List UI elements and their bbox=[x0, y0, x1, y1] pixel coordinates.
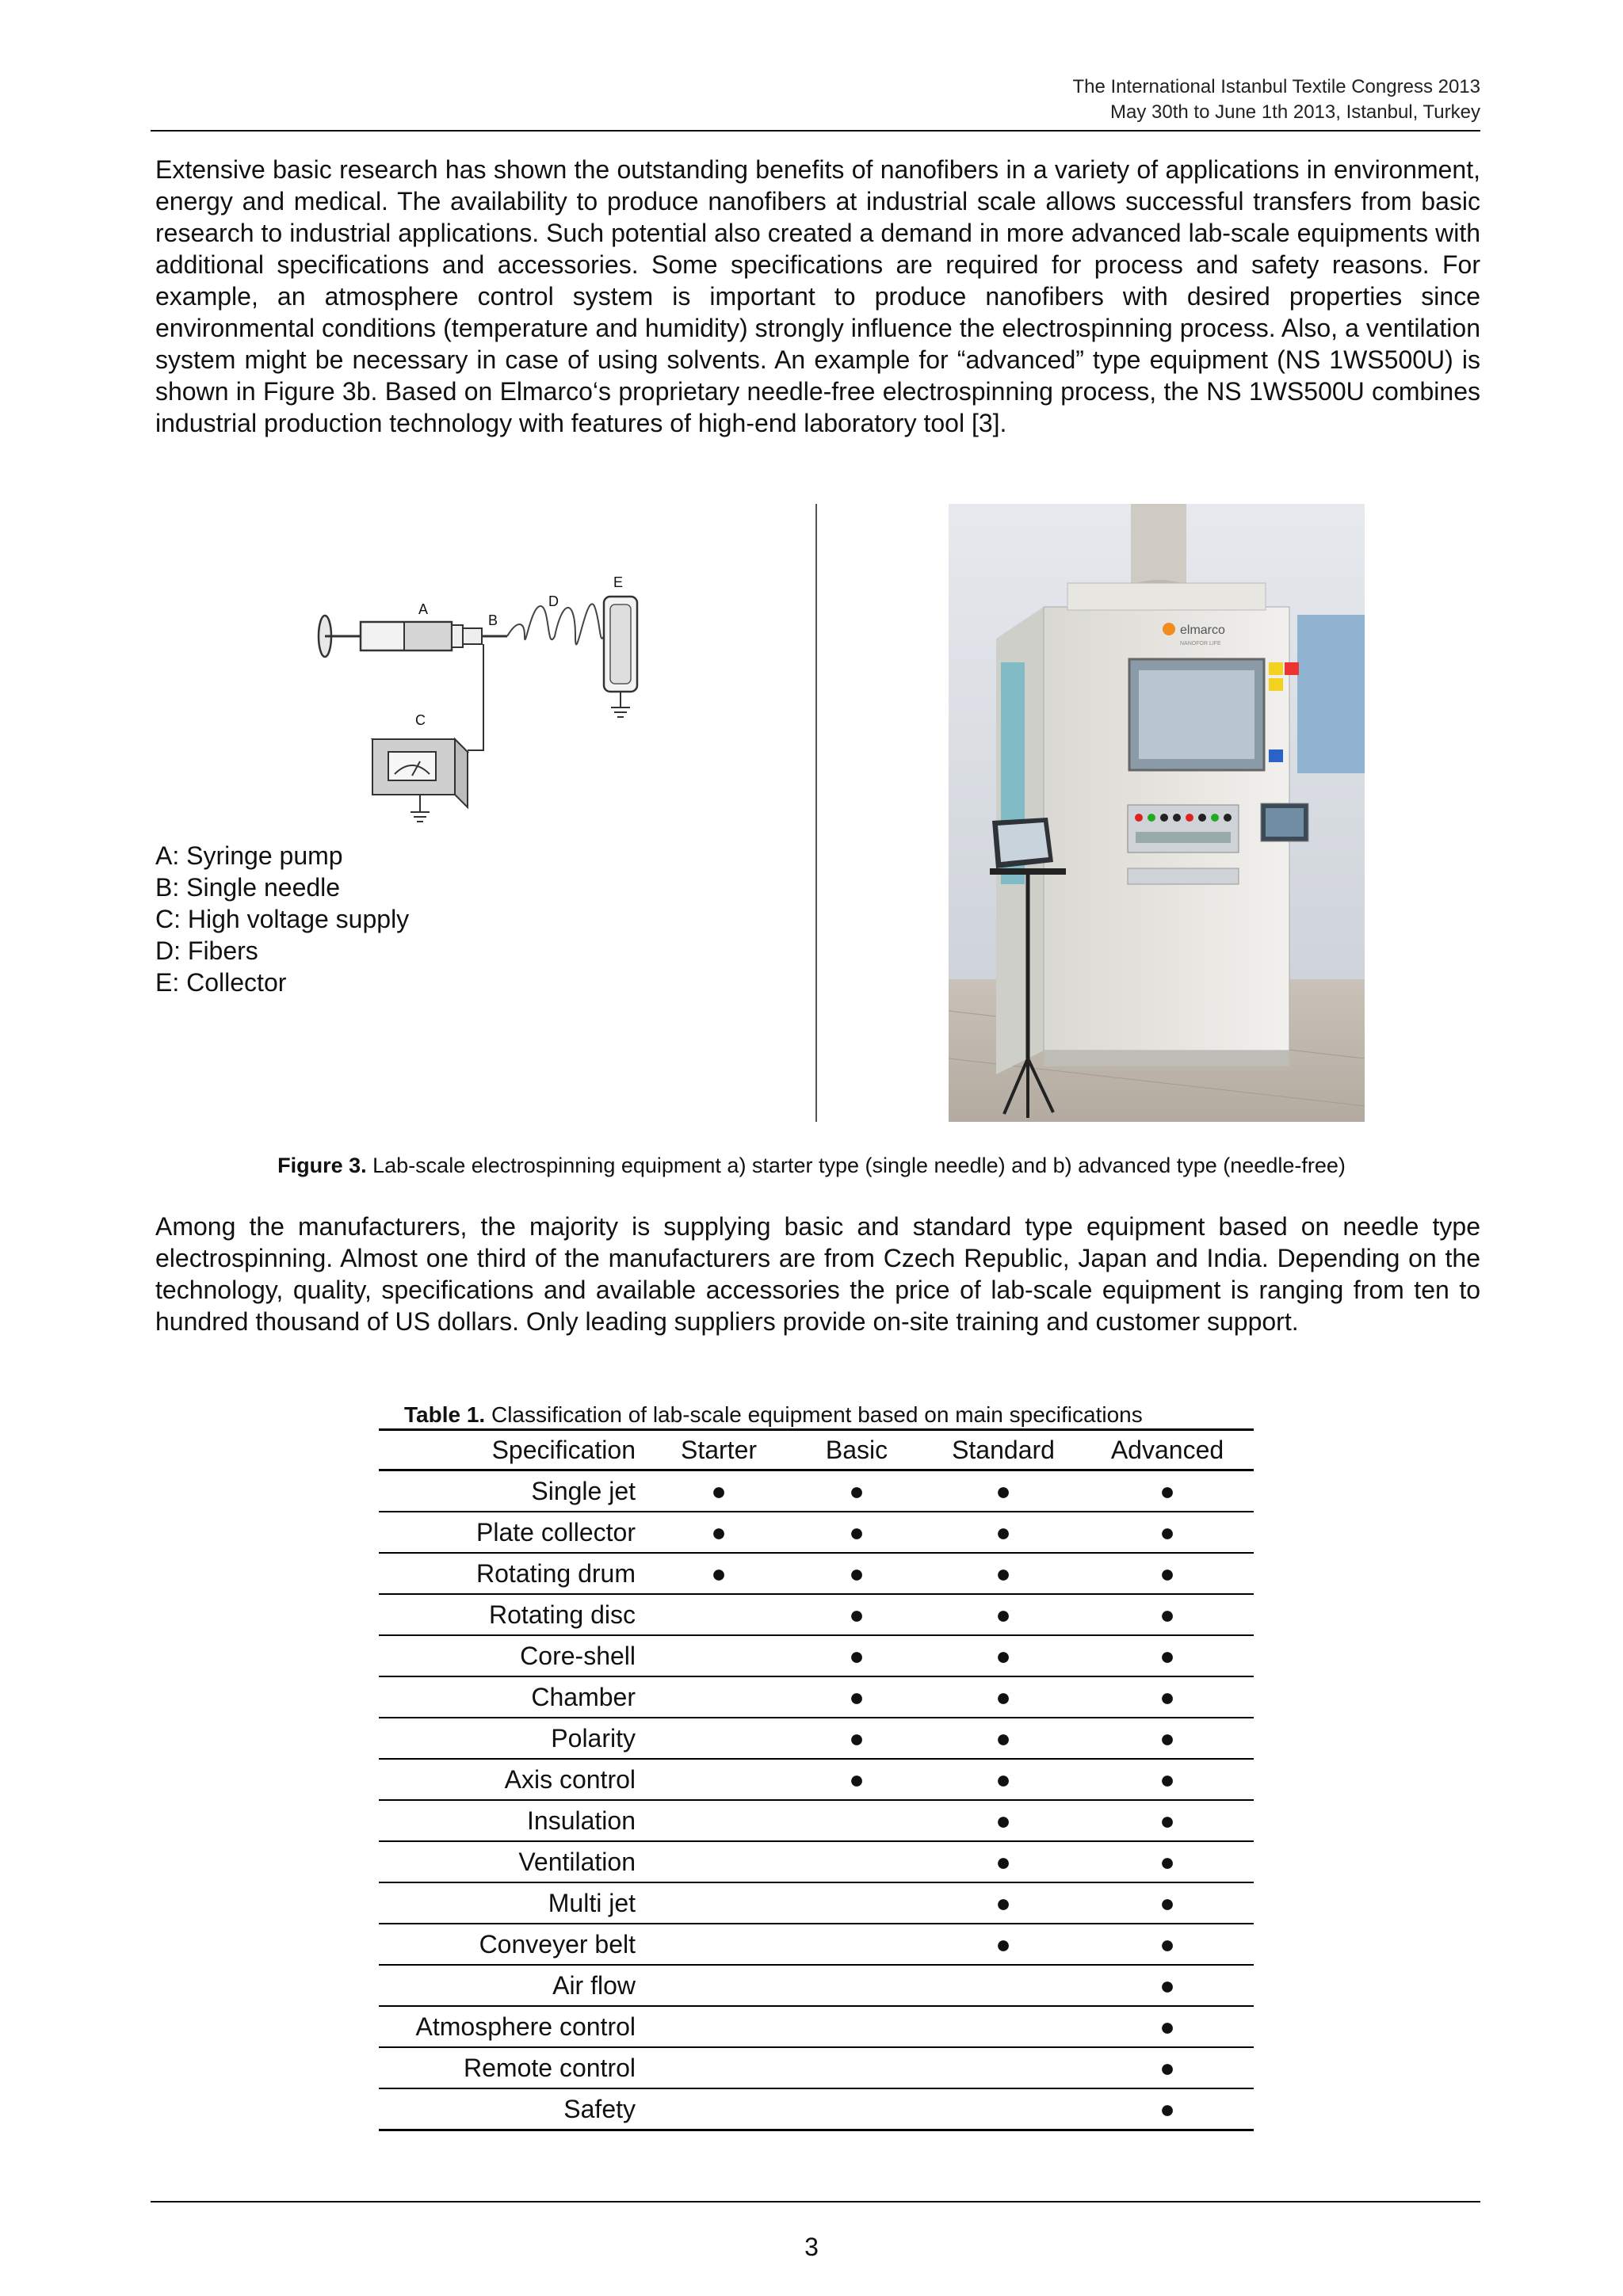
spec-mark-cell bbox=[788, 1841, 926, 1882]
spec-mark-cell bbox=[788, 1800, 926, 1841]
table-row bbox=[379, 1924, 1254, 1965]
table-row bbox=[379, 1759, 1254, 1800]
header-rule bbox=[151, 130, 1480, 132]
table-row bbox=[379, 1512, 1254, 1553]
label-b: B bbox=[488, 612, 498, 628]
spec-mark-cell bbox=[650, 1882, 788, 1924]
spec-mark-cell: ● bbox=[650, 1470, 788, 1512]
spec-name-cell: Single jet bbox=[379, 1470, 650, 1512]
legend-item: B: Single needle bbox=[155, 873, 341, 902]
figure-divider bbox=[815, 504, 817, 1122]
spec-name-cell: Remote control bbox=[379, 2047, 650, 2088]
header-congress-dates: May 30th to June 1th 2013, Istanbul, Turkey bbox=[1110, 101, 1480, 123]
spec-mark-cell: ● bbox=[926, 1470, 1081, 1512]
spec-mark-cell bbox=[788, 2047, 926, 2088]
spec-mark-cell bbox=[650, 1924, 788, 1965]
table-row bbox=[379, 1965, 1254, 2006]
spec-name-cell: Axis control bbox=[379, 1759, 650, 1800]
brand-logo: elmarco bbox=[1180, 624, 1225, 637]
spec-name-cell: Core-shell bbox=[379, 1635, 650, 1676]
legend-item: A: Syringe pump bbox=[155, 841, 343, 870]
table-row bbox=[379, 2006, 1254, 2047]
spec-mark-cell: ● bbox=[1081, 1676, 1254, 1718]
spec-mark-cell: ● bbox=[1081, 1553, 1254, 1594]
spec-mark-cell: ● bbox=[1081, 2006, 1254, 2047]
spec-mark-cell: ● bbox=[926, 1718, 1081, 1759]
window bbox=[1297, 615, 1365, 773]
spec-mark-cell: ● bbox=[788, 1553, 926, 1594]
column-header: Standard bbox=[926, 1430, 1081, 1470]
label-e: E bbox=[613, 574, 624, 590]
spec-name-cell: Chamber bbox=[379, 1676, 650, 1718]
spec-name-cell: Safety bbox=[379, 2088, 650, 2130]
spec-name-cell: Ventilation bbox=[379, 1841, 650, 1882]
spec-mark-cell bbox=[788, 1882, 926, 1924]
spec-name-cell: Conveyer belt bbox=[379, 1924, 650, 1965]
fiber-jet bbox=[507, 604, 604, 644]
specification-table bbox=[379, 1428, 1254, 2131]
header-congress-title: The International Istanbul Textile Congress 2013 bbox=[1072, 76, 1480, 97]
figure-caption-label: Figure 3. bbox=[277, 1154, 367, 1177]
spec-mark-cell: ● bbox=[1081, 1470, 1254, 1512]
spec-mark-cell: ● bbox=[1081, 1882, 1254, 1924]
table-body bbox=[379, 1470, 1254, 2130]
spec-mark-cell: ● bbox=[650, 1512, 788, 1553]
table-row bbox=[379, 1676, 1254, 1718]
spec-name-cell: Insulation bbox=[379, 1800, 650, 1841]
table-caption bbox=[404, 1402, 1143, 1428]
spec-name-cell: Air flow bbox=[379, 1965, 650, 2006]
spec-mark-cell: ● bbox=[1081, 1594, 1254, 1635]
advanced-equipment-photo bbox=[949, 504, 1365, 1122]
spec-name-cell: Polarity bbox=[379, 1718, 650, 1759]
spec-mark-cell bbox=[926, 2006, 1081, 2047]
spec-mark-cell bbox=[650, 2047, 788, 2088]
legend-item: C: High voltage supply bbox=[155, 905, 410, 933]
spec-mark-cell bbox=[926, 1965, 1081, 2006]
table-row bbox=[379, 2047, 1254, 2088]
table-row bbox=[379, 1635, 1254, 1676]
legend-item: D: Fibers bbox=[155, 936, 258, 965]
spec-mark-cell: ● bbox=[926, 1759, 1081, 1800]
spec-mark-cell bbox=[650, 1800, 788, 1841]
table-header-row bbox=[379, 1430, 1254, 1470]
spec-name-cell: Rotating drum bbox=[379, 1553, 650, 1594]
spec-mark-cell: ● bbox=[788, 1512, 926, 1553]
spec-mark-cell: ● bbox=[650, 1553, 788, 1594]
spec-mark-cell: ● bbox=[788, 1635, 926, 1676]
column-header: Basic bbox=[788, 1430, 926, 1470]
spec-name-cell: Plate collector bbox=[379, 1512, 650, 1553]
spec-mark-cell: ● bbox=[926, 1882, 1081, 1924]
spec-mark-cell: ● bbox=[926, 1924, 1081, 1965]
legend-item: E: Collector bbox=[155, 968, 287, 997]
table-caption-label: Table 1. bbox=[404, 1402, 486, 1427]
spec-mark-cell: ● bbox=[926, 1635, 1081, 1676]
schematic-legend bbox=[155, 840, 409, 998]
spec-mark-cell bbox=[926, 2047, 1081, 2088]
spec-mark-cell bbox=[788, 2088, 926, 2130]
paragraph-advanced-equipment: Extensive basic research has shown the outstanding benefits of nanofibers in a variety of applications in environment, energy and medical. The availability to produce nanofibers at industrial scale allows successful transfers from basic research to industrial applications. Such potential also created a demand in more advanced lab-scale equipments with additional specifications and accessories. Some specifications are required for process and safety reasons. For example, an atmosphere control system is important to produce nanofibers with desired properties since environmental conditions (temperature and humidity) strongly influence the electrospinning process. Also, a ventilation system might be necessary in case of using solvents. An example for “advanced” type equipment (NS 1WS500U) is shown in Figure 3b. Based on Elmarco‘s proprietary needle-free electrospinning process, the NS 1WS500U combines industrial production technology with features of high-end laboratory tool [3]. bbox=[155, 155, 1480, 437]
page-number: 3 bbox=[804, 2233, 819, 2261]
spec-mark-cell: ● bbox=[926, 1800, 1081, 1841]
spec-mark-cell: ● bbox=[1081, 1635, 1254, 1676]
figure-caption bbox=[0, 1154, 1623, 1178]
column-header: Specification bbox=[379, 1430, 650, 1470]
spec-mark-cell: ● bbox=[1081, 2047, 1254, 2088]
spec-mark-cell: ● bbox=[1081, 1718, 1254, 1759]
spec-mark-cell: ● bbox=[926, 1512, 1081, 1553]
table-row bbox=[379, 1882, 1254, 1924]
spec-mark-cell: ● bbox=[788, 1718, 926, 1759]
label-d: D bbox=[548, 593, 559, 609]
table-row bbox=[379, 1718, 1254, 1759]
column-header: Starter bbox=[650, 1430, 788, 1470]
running-header bbox=[1072, 74, 1480, 125]
spec-mark-cell: ● bbox=[1081, 1512, 1254, 1553]
spec-mark-cell bbox=[650, 1718, 788, 1759]
spec-mark-cell: ● bbox=[926, 1841, 1081, 1882]
table-row bbox=[379, 1470, 1254, 1512]
spec-mark-cell: ● bbox=[788, 1759, 926, 1800]
spec-mark-cell: ● bbox=[1081, 1924, 1254, 1965]
table-caption-text: Classification of lab-scale equipment based on main specifications bbox=[485, 1402, 1143, 1427]
spec-name-cell: Atmosphere control bbox=[379, 2006, 650, 2047]
spec-mark-cell bbox=[650, 2088, 788, 2130]
table-row bbox=[379, 1594, 1254, 1635]
control-panel bbox=[1128, 805, 1239, 852]
spec-mark-cell bbox=[926, 2088, 1081, 2130]
spec-mark-cell bbox=[650, 1759, 788, 1800]
spec-mark-cell: ● bbox=[926, 1594, 1081, 1635]
spec-mark-cell bbox=[650, 1594, 788, 1635]
table-row bbox=[379, 1553, 1254, 1594]
table-row bbox=[379, 1841, 1254, 1882]
spec-mark-cell bbox=[788, 1924, 926, 1965]
spec-mark-cell: ● bbox=[1081, 1800, 1254, 1841]
spec-mark-cell bbox=[650, 1635, 788, 1676]
single-needle-schematic bbox=[309, 559, 658, 844]
table-row bbox=[379, 1800, 1254, 1841]
spec-mark-cell: ● bbox=[1081, 1759, 1254, 1800]
spec-mark-cell bbox=[650, 1676, 788, 1718]
spec-mark-cell: ● bbox=[788, 1594, 926, 1635]
spec-mark-cell: ● bbox=[788, 1470, 926, 1512]
label-c: C bbox=[415, 712, 426, 728]
spec-mark-cell: ● bbox=[926, 1553, 1081, 1594]
paragraph-manufacturers: Among the manufacturers, the majority is supplying basic and standard type equipment based on needle type electrospinning. Almost one third of the manufacturers are from Czech Republic, Japan and India. Depending on the technology, quality, specifications and available accessories the price of lab-scale equipment is ranging from ten to hundred thousand of US dollars. Only leading suppliers provide on-site training and customer support. bbox=[155, 1212, 1480, 1336]
spec-mark-cell bbox=[650, 2006, 788, 2047]
spec-name-cell: Rotating disc bbox=[379, 1594, 650, 1635]
spec-mark-cell: ● bbox=[1081, 1841, 1254, 1882]
column-header: Advanced bbox=[1081, 1430, 1254, 1470]
spec-mark-cell bbox=[788, 2006, 926, 2047]
footer-rule bbox=[151, 2201, 1480, 2203]
table-row bbox=[379, 2088, 1254, 2130]
spec-name-cell: Multi jet bbox=[379, 1882, 650, 1924]
spec-mark-cell: ● bbox=[926, 1676, 1081, 1718]
brand-tagline: NANOFOR LIFE bbox=[1180, 641, 1221, 646]
spec-mark-cell bbox=[650, 1965, 788, 2006]
spec-mark-cell: ● bbox=[788, 1676, 926, 1718]
spec-mark-cell: ● bbox=[1081, 2088, 1254, 2130]
figure-caption-text: Lab-scale electrospinning equipment a) starter type (single needle) and b) advanced type (needle-free) bbox=[366, 1154, 1346, 1177]
label-a: A bbox=[418, 601, 429, 617]
spec-mark-cell bbox=[650, 1841, 788, 1882]
spec-mark-cell bbox=[788, 1965, 926, 2006]
hv-wire bbox=[468, 644, 483, 750]
spec-mark-cell: ● bbox=[1081, 1965, 1254, 2006]
